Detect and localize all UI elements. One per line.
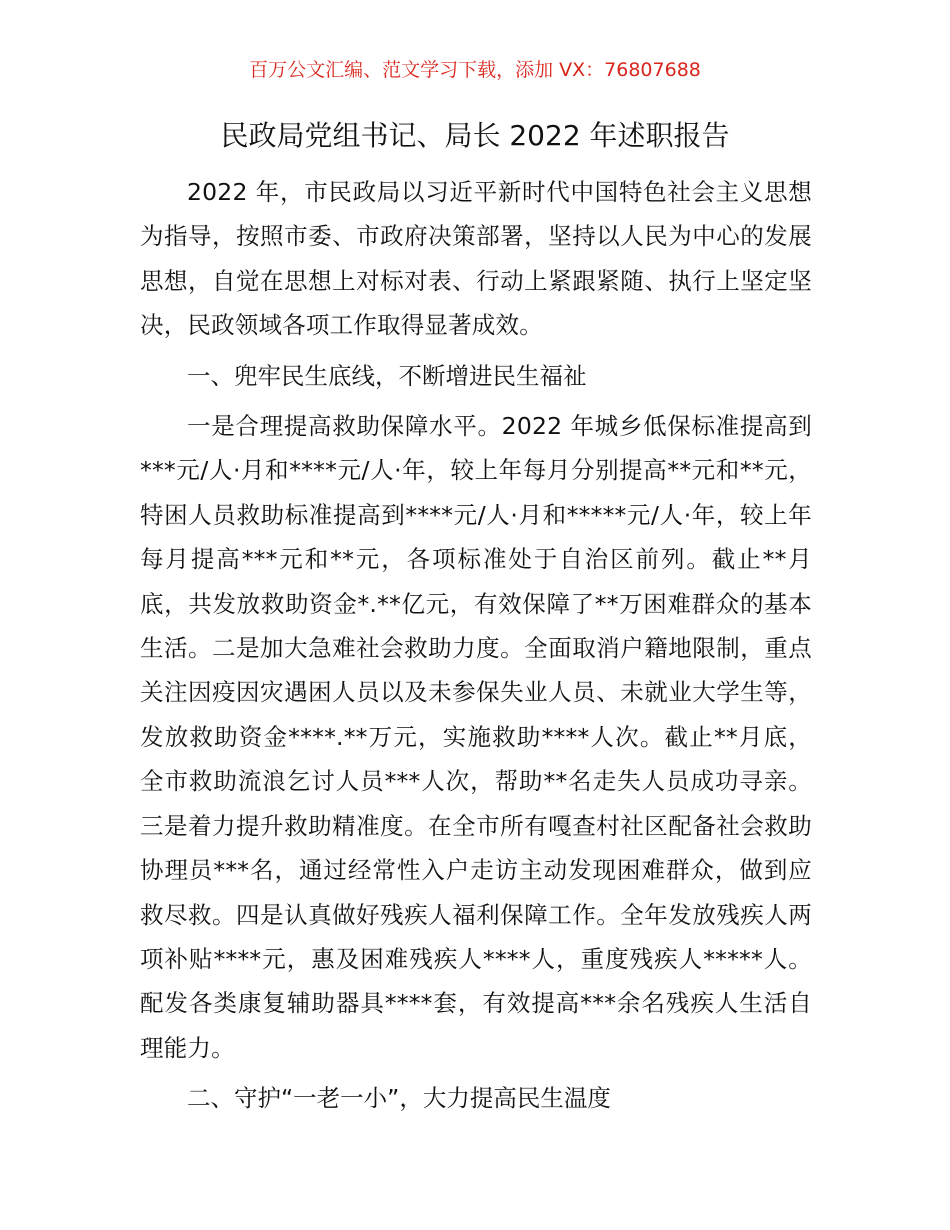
- intro-paragraph: 2022 年，市民政局以习近平新时代中国特色社会主义思想为指导，按照市委、市政府决策部署，坚持以人民为中心的发展思想，自觉在思想上对标对表、行动上紧跟紧随、执行上坚定坚决，民政领域各项工作取得显著成效。: [140, 178, 812, 340]
- section-1-paragraph: 一是合理提高救助保障水平。2022 年城乡低保标准提高到***元/人·月和****元/人·年，较上年每月分别提高**元和**元，特困人员救助标准提高到****元/人·月和*****元/人·年，较上年每月提高***元和**元，各项标准处于自治区前列。截止**月底，共发放救助资金*.**亿元，有效保障了**万困难群众的基本生活。二是加大急难社会救助力度。全面取消户籍地限制，重点关注因疫因灾遇困人员以及未参保失业人员、未就业大学生等，发放救助资金****.**万元，实施救助****人次。截止**月底，全市救助流浪乞讨人员***人次，帮助**名走失人员成功寻亲。三是着力提升救助精准度。在全市所有嘎查村社区配备社会救助协理员***名，通过经常性入户走访主动发现困难群众，做到应救尽救。四是认真做好残疾人福利保障工作。全年发放残疾人两项补贴****元，惠及困难残疾人****人，重度残疾人*****人。配发各类康复辅助器具****套，有效提高***余名残疾人生活自理能力。: [140, 412, 812, 1062]
- document-title: 民政局党组书记、局长 2022 年述职报告: [220, 119, 730, 152]
- header-watermark-note: 百万公文汇编、范文学习下载，添加 VX：76807688: [249, 59, 701, 81]
- section-heading-2: 二、守护“一老一小”，大力提高民生温度: [187, 1084, 611, 1113]
- section-heading-1: 一、兜牢民生底线，不断增进民生福祉: [187, 361, 587, 390]
- document-body: [140, 170, 812, 1127]
